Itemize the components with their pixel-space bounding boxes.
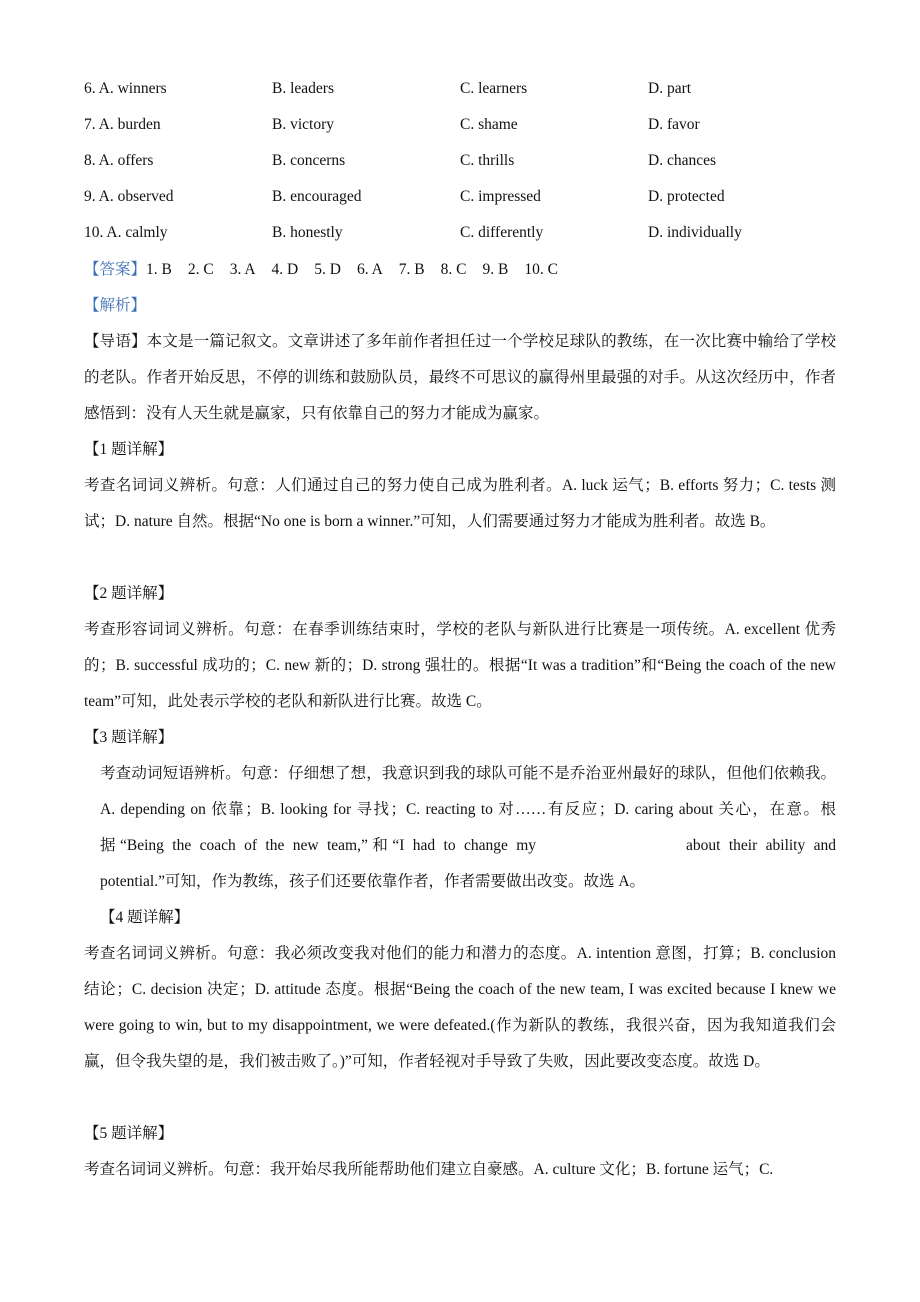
option-text: C. differently: [460, 224, 544, 241]
option-row-10: [84, 221, 844, 245]
option-text: B. encouraged: [272, 188, 362, 205]
option-row-7: [84, 113, 844, 137]
answer-item: 4. D: [271, 261, 299, 278]
option-text: 10. A. calmly: [84, 224, 168, 241]
option-row-9: [84, 185, 844, 209]
option-text: B. victory: [272, 116, 334, 133]
option-text: D. protected: [648, 188, 725, 205]
answer-item: 6. A: [356, 261, 383, 278]
q5-explanation: 考查名词词义辨析。句意：我开始尽我所能帮助他们建立自豪感。A. culture 文化；B. fortune 运气；C.: [84, 1161, 774, 1178]
option-row-8: [84, 149, 844, 173]
answer-item: 8. C: [440, 261, 467, 278]
option-text: 7. A. burden: [84, 116, 161, 133]
option-text: D. individually: [648, 224, 742, 241]
q3-explanation: [100, 756, 836, 900]
q1-heading: 【1 题详解】: [84, 441, 174, 458]
answer-item: 3. A: [229, 261, 256, 278]
option-text: C. learners: [460, 80, 528, 97]
answer-item: 7. B: [398, 261, 425, 278]
q2-heading: 【2 题详解】: [84, 585, 174, 602]
option-text: C. impressed: [460, 188, 541, 205]
q2-explanation: 考查形容词词义辨析。句意：在春季训练结束时，学校的老队与新队进行比赛是一项传统。A. excellent 优秀的；B. successful 成功的；C. new 新的；D. strong 强壮的。根据“It was a tradition”和“Being the coach of the new team”可知，此处表示学校的老队和新队进行比赛。故选 C。: [84, 621, 836, 710]
option-text: B. honestly: [272, 224, 343, 241]
answer-line: [84, 258, 574, 282]
q3-text-part-2: about their ability and potential.”可知，作为教练，孩子们还要依靠作者，作者需要做出改变。故选 A。: [100, 837, 836, 890]
option-text: B. leaders: [272, 80, 334, 97]
option-text: B. concerns: [272, 152, 346, 169]
q4-explanation: 考查名词词义辨析。句意：我必须改变我对他们的能力和潜力的态度。A. intention 意图，打算；B. conclusion 结论；C. decision 决定；D. attitude 态度。根据“Being the coach of the new team, I was excited because I knew we were going to win, but to my disappointment, we were defeated.(作为新队的教练，我很兴奋，因为我知道我们会赢，但令我失望的是，我们被击败了。)”可知，作者轻视对手导致了失败，因此要改变态度。故选 D。: [84, 945, 836, 1070]
analysis-tag: 【解析】: [84, 297, 147, 314]
q5-heading: 【5 题详解】: [84, 1125, 174, 1142]
option-text: 6. A. winners: [84, 80, 167, 97]
option-text: C. thrills: [460, 152, 515, 169]
option-text: D. part: [648, 80, 692, 97]
q4-heading: 【4 题详解】: [100, 909, 190, 926]
option-text: 8. A. offers: [84, 152, 154, 169]
answer-tag: 【答案】: [84, 261, 147, 278]
q1-explanation: 考查名词词义辨析。句意：人们通过自己的努力使自己成为胜利者。A. luck 运气；B. efforts 努力；C. tests 测试；D. nature 自然。根据“No one is born a winner.”可知，人们需要通过努力才能成为胜利者。故选 B。: [84, 477, 836, 530]
answer-item: 10. C: [524, 261, 558, 278]
option-text: D. favor: [648, 116, 700, 133]
option-text: D. chances: [648, 152, 716, 169]
option-text: 9. A. observed: [84, 188, 174, 205]
q3-heading: 【3 题详解】: [84, 729, 174, 746]
q3-text-part-1: 考查动词短语辨析。句意：仔细想了想，我意识到我的球队可能不是乔治亚州最好的球队，但他们依赖我。A. depending on 依靠；B. looking for 寻找；C. reacting to 对……有反应；D. caring about 关心，在意。根据“Being the coach of the new team,”和“I had to change my: [100, 765, 836, 854]
answer-item: 5. D: [314, 261, 341, 278]
answer-item: 9. B: [482, 261, 509, 278]
answer-item: 1. B: [146, 261, 172, 278]
option-row-6: [84, 77, 844, 101]
guide-paragraph: 【导语】本文是一篇记叙文。文章讲述了多年前作者担任过一个学校足球队的教练，在一次比赛中输给了学校的老队。作者开始反思，不停的训练和鼓励队员，最终不可思议的赢得州里最强的对手。从这次经历中，作者感悟到：没有人天生就是赢家，只有依靠自己的努力才能成为赢家。: [84, 333, 836, 422]
option-text: C. shame: [460, 116, 518, 133]
answer-item: 2. C: [187, 261, 214, 278]
